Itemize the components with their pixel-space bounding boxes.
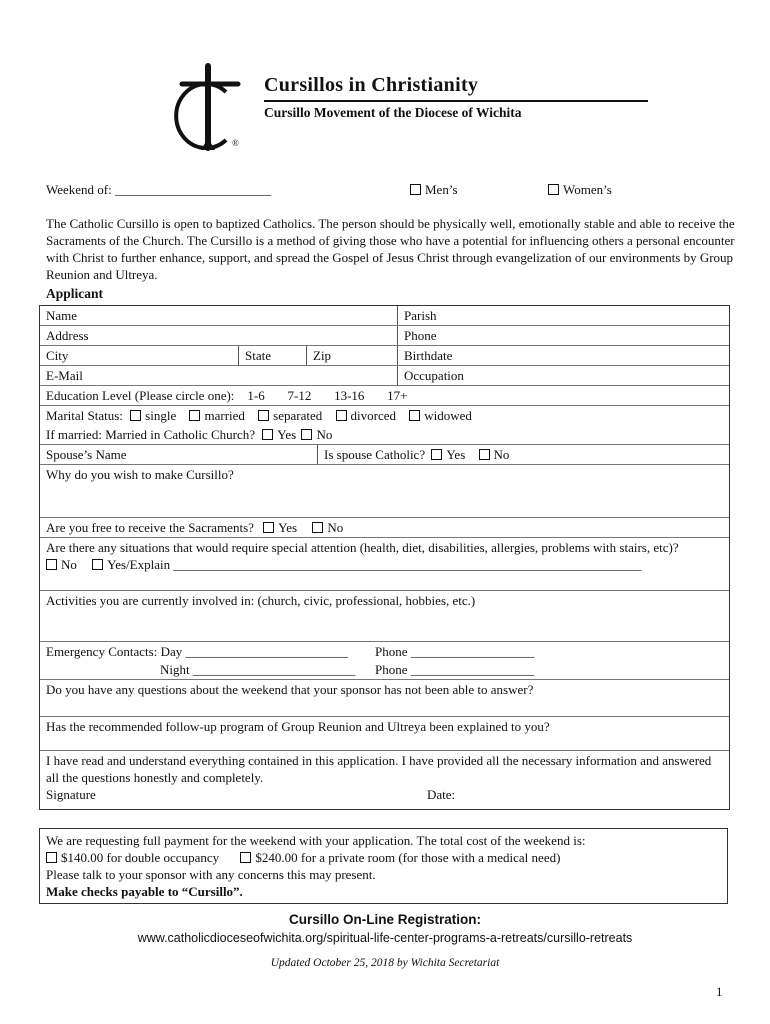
followup-field[interactable]: Has the recommended follow-up program of Group Reunion and Ultreya been explained to you? <box>40 717 729 751</box>
sacraments-no[interactable]: No <box>312 520 343 535</box>
occupation-field[interactable]: Occupation <box>397 366 729 385</box>
spouse-catholic-label: Is spouse Catholic? <box>324 447 426 462</box>
mens-option[interactable] <box>410 182 458 198</box>
row-address-phone <box>40 326 729 346</box>
womens-label: Women’s <box>563 182 612 197</box>
payment-box <box>39 828 728 904</box>
married-church-line <box>46 426 723 443</box>
application-form <box>39 305 730 810</box>
page-number: 1 <box>716 984 723 999</box>
birthdate-field[interactable]: Birthdate <box>397 346 729 365</box>
cursillo-logo <box>168 62 250 154</box>
payment-options <box>46 849 721 866</box>
mens-label: Men’s <box>425 182 458 197</box>
signature-field[interactable]: Signature <box>46 787 96 802</box>
special-attention-no[interactable]: No <box>46 557 77 572</box>
certification-block <box>40 751 729 809</box>
updated-note: Updated October 25, 2018 by Wichita Secretariat <box>270 957 500 969</box>
phone-field[interactable]: Phone <box>397 326 729 345</box>
married-church-label: If married: Married in Catholic Church? <box>46 427 256 442</box>
row-spouse <box>40 445 729 465</box>
date-field[interactable]: Date: <box>427 787 456 802</box>
spouse-catholic-no[interactable]: No <box>479 447 510 462</box>
name-field[interactable]: Name <box>46 308 78 323</box>
special-attention-yes[interactable]: Yes/Explain ________________________________________________________________________ <box>92 557 641 572</box>
row-city-state-zip <box>40 346 729 366</box>
email-field[interactable]: E-Mail <box>46 368 83 383</box>
row-name-parish <box>40 306 729 326</box>
applicant-heading: Applicant <box>46 286 104 301</box>
special-attention-options <box>46 556 723 573</box>
womens-option[interactable] <box>548 182 612 198</box>
special-attention-row <box>40 538 729 591</box>
title-rule <box>264 100 648 102</box>
married-church-no[interactable]: No <box>301 427 332 442</box>
spouse-name-field[interactable]: Spouse’s Name <box>46 447 127 462</box>
sacraments-yes[interactable]: Yes <box>263 520 297 535</box>
emergency-day-phone[interactable]: Phone ___________________ <box>375 644 535 659</box>
education-field[interactable]: Education Level (Please circle one): 1-6 7-12 13-16 17+ <box>40 386 729 406</box>
sacraments-label: Are you free to receive the Sacraments? <box>46 520 254 535</box>
emergency-night-field[interactable]: Night _________________________ <box>160 662 356 677</box>
online-registration-link[interactable]: www.catholicdioceseofwichita.org/spiritual-life-center-programs-a-retreats/cursillo-retreats <box>137 931 633 945</box>
spouse-catholic-field <box>317 445 729 464</box>
spouse-catholic-yes[interactable]: Yes <box>431 447 465 462</box>
womens-checkbox[interactable] <box>548 184 559 195</box>
intro-paragraph: The Catholic Cursillo is open to baptized Catholics. The person should be physically well, emotionally stable and able to receive the Sacraments of the Church. The Cursillo is a method of giving those who have a potential for influencing others a personal encounter with Christ to further enhance, support, and spread the Gospel of Jesus Christ through evangelization of our environments by Group Reunion and Ultreya. <box>46 216 735 282</box>
married-church-yes[interactable]: Yes <box>262 427 296 442</box>
address-field[interactable]: Address <box>46 328 89 343</box>
activities-field[interactable]: Activities you are currently involved in: (church, civic, professional, hobbies, etc.) <box>40 591 729 642</box>
zip-field[interactable]: Zip <box>306 346 397 365</box>
state-field[interactable]: State <box>238 346 306 365</box>
org-subtitle: Cursillo Movement of the Diocese of Wichita <box>264 105 522 120</box>
row-email-occupation <box>40 366 729 386</box>
org-title: Cursillos in Christianity <box>264 74 479 96</box>
payment-note: Please talk to your sponsor with any concerns this may present. <box>46 867 376 882</box>
private-room-option[interactable]: $240.00 for a private room (for those with a medical need) <box>240 850 560 865</box>
emergency-day-field[interactable]: Emergency Contacts: Day _________________________ <box>46 644 348 659</box>
payment-intro: We are requesting full payment for the weekend with your application. The total cost of the weekend is: <box>46 833 586 848</box>
city-field[interactable]: City <box>46 348 69 363</box>
parish-field[interactable]: Parish <box>397 306 729 325</box>
marital-widowed[interactable]: widowed <box>409 408 472 423</box>
marital-separated[interactable]: separated <box>258 408 322 423</box>
online-registration-title: Cursillo On-Line Registration: <box>288 912 481 927</box>
marital-married[interactable]: married <box>189 408 244 423</box>
emergency-night-phone[interactable]: Phone ___________________ <box>375 662 535 677</box>
emergency-contacts <box>40 642 729 680</box>
weekend-field[interactable]: Weekend of: ________________________ <box>46 182 271 197</box>
marital-block <box>40 406 729 445</box>
questions-field[interactable]: Do you have any questions about the weekend that your sponsor has not been able to answer? <box>40 680 729 717</box>
registered-mark: ® <box>232 138 239 148</box>
why-cursillo-field[interactable]: Why do you wish to make Cursillo? <box>40 465 729 518</box>
sacraments-row <box>40 518 729 538</box>
marital-label: Marital Status: <box>46 408 123 423</box>
special-attention-label: Are there any situations that would require special attention (health, diet, disabilities, allergies, problems with stairs, etc)? <box>46 540 679 555</box>
certification-text: I have read and understand everything contained in this application. I have provided all the necessary information and answered all the questions honestly and completely. <box>46 753 712 785</box>
marital-status-line <box>46 407 723 424</box>
checks-payable: Make checks payable to “Cursillo”. <box>46 884 243 899</box>
marital-single[interactable]: single <box>130 408 176 423</box>
double-occupancy-option[interactable]: $140.00 for double occupancy <box>46 850 219 865</box>
mens-checkbox[interactable] <box>410 184 421 195</box>
marital-divorced[interactable]: divorced <box>336 408 396 423</box>
